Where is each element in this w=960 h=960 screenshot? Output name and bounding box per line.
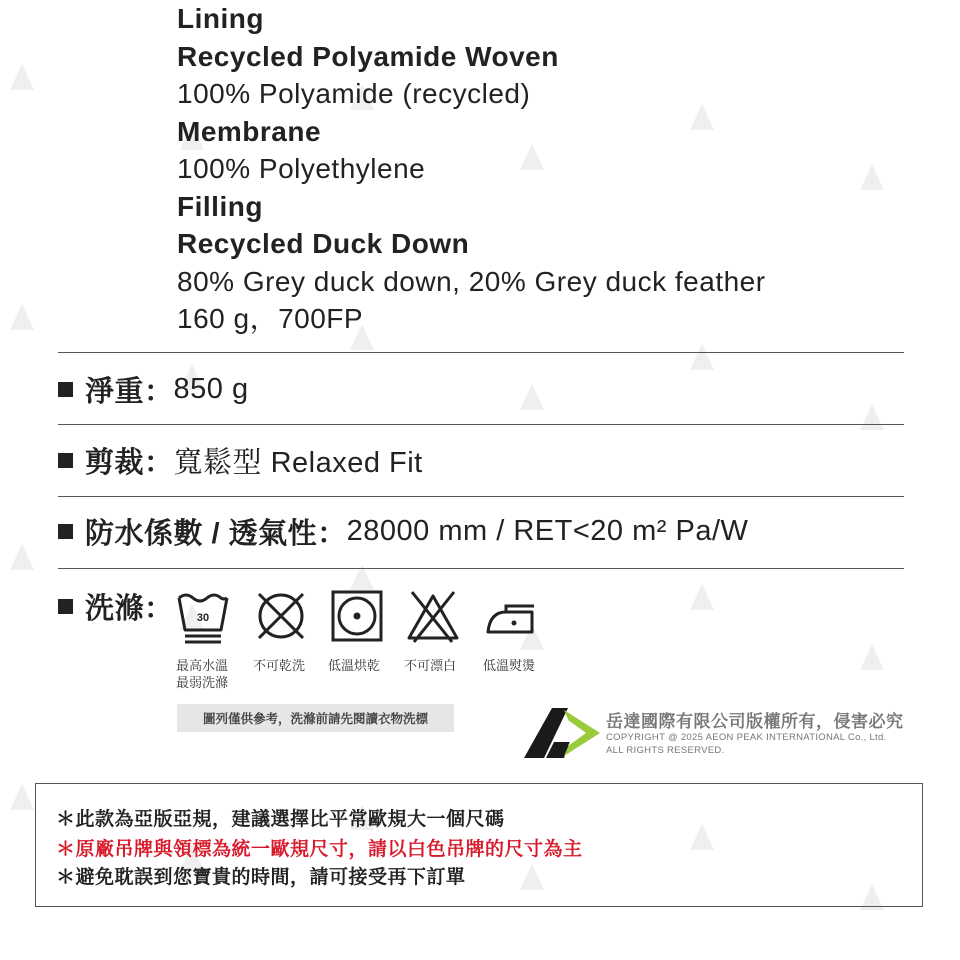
- no-dry-clean-icon: [254, 588, 308, 644]
- spec-waterproof: [58, 511, 748, 551]
- copyright-name: 岳達國際有限公司版權所有，侵害必究: [606, 712, 904, 731]
- bullet-icon: [58, 382, 73, 397]
- materials-list: [177, 0, 937, 338]
- spec-label: 洗滌：: [85, 592, 174, 625]
- wash-30-gentle-icon: [176, 588, 230, 644]
- notice-box: [35, 783, 923, 907]
- bullet-icon: [58, 453, 73, 468]
- material-line: Membrane: [177, 115, 322, 147]
- divider: [58, 424, 904, 425]
- spec-value: 寬鬆型 Relaxed Fit: [173, 446, 423, 479]
- material-line: 80% Grey duck down, 20% Grey duck feather: [177, 265, 766, 297]
- spec-value: 850 g: [173, 372, 249, 405]
- iron-low-icon: [484, 588, 538, 644]
- care-label-line: 最弱洗滌: [176, 675, 229, 690]
- spec-care: [58, 586, 174, 626]
- material-line: Lining: [177, 3, 264, 34]
- spec-label: 防水係數 / 透氣性：: [85, 517, 347, 550]
- material-line: Filling: [177, 190, 263, 222]
- material-line: 160 g，700FP: [177, 303, 364, 334]
- wash-temp-label: 30: [196, 612, 210, 624]
- spec-weight: [58, 369, 249, 409]
- care-label: 低溫熨燙: [483, 658, 536, 673]
- notice-line: ＊此款為亞版亞規，建議選擇比平常歐規大一個尺碼: [56, 809, 505, 830]
- spec-value: 28000 mm / RET<20 m² Pa/W: [346, 514, 749, 547]
- bullet-icon: [58, 524, 73, 539]
- care-label-line: 最高水溫: [176, 658, 229, 673]
- material-line: 100% Polyethylene: [177, 153, 426, 184]
- notice-line-warning: ＊原廠吊牌與領標為統一歐規尺寸，請以白色吊牌的尺寸為主: [56, 839, 583, 860]
- care-label: [176, 657, 228, 691]
- no-bleach-icon: [406, 588, 460, 644]
- divider: [58, 352, 904, 353]
- care-label: 低溫烘乾: [328, 658, 381, 673]
- care-label: 不可乾洗: [253, 658, 306, 673]
- care-label: 不可漂白: [404, 658, 457, 673]
- aeon-peak-logo-icon: [524, 706, 600, 760]
- material-line: 100% Polyamide (recycled): [177, 78, 531, 109]
- material-line: Recycled Polyamide Woven: [177, 40, 559, 72]
- divider: [58, 568, 904, 569]
- notice-line: ＊避免耽誤到您寶貴的時間，請可接受再下訂單: [56, 867, 466, 888]
- spec-fit: [58, 440, 423, 480]
- material-line: Recycled Duck Down: [177, 228, 470, 259]
- copyright-line: ALL RIGHTS RESERVED.: [606, 745, 725, 756]
- divider: [58, 496, 904, 497]
- tumble-dry-low-icon: [330, 588, 384, 644]
- care-note: 圖列僅供參考，洗滌前請先閱讀衣物洗標: [177, 704, 454, 732]
- bullet-icon: [58, 599, 73, 614]
- spec-label: 淨重：: [85, 375, 174, 408]
- spec-label: 剪裁：: [85, 446, 174, 479]
- copyright-line: COPYRIGHT @ 2025 AEON PEAK INTERNATIONAL Co., Ltd.: [606, 732, 887, 743]
